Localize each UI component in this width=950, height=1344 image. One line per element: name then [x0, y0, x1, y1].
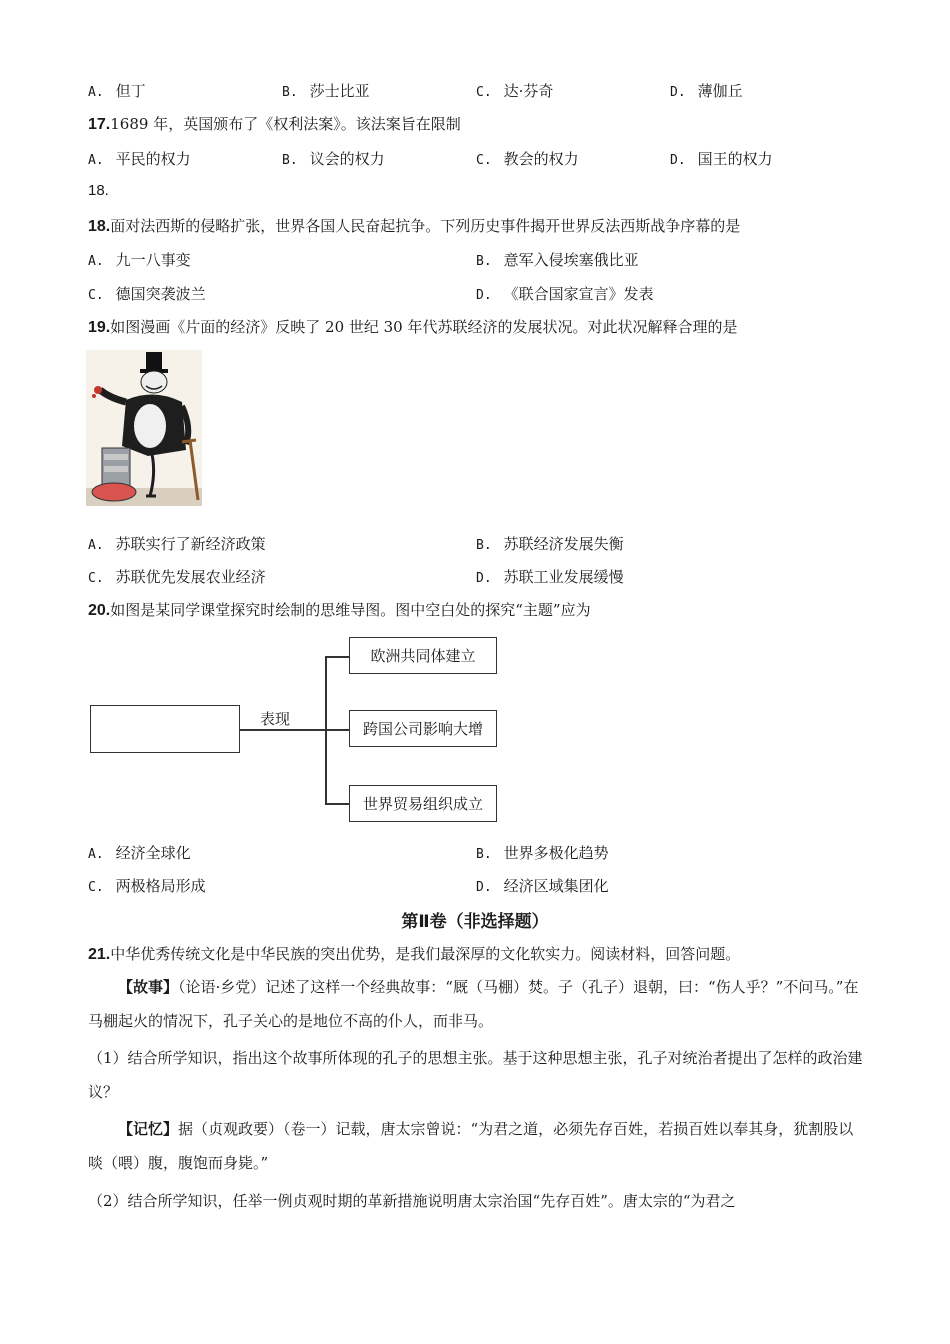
q18-option-b[interactable]: B. 意军入侵埃塞俄比亚	[476, 251, 639, 269]
q21-subquestion-1: （1）结合所学知识，指出这个故事所体现的孔子的思想主张。基于这种思想主张，孔子对统治者提出了怎样的政治建议？	[88, 1049, 863, 1101]
connector-branch-2	[325, 729, 349, 731]
theme-blank-box[interactable]	[90, 705, 240, 753]
q20-option-a[interactable]: A. 经济全球化	[88, 844, 191, 862]
q19-option-d[interactable]: D. 苏联工业发展缓慢	[476, 568, 624, 586]
cartoon-one-sided-economy-image	[86, 350, 202, 506]
branch-box-3: 世界贸易组织成立	[349, 785, 497, 822]
branch-box-1: 欧洲共同体建立	[349, 637, 497, 674]
q17-stem: 17.1689 年，英国颁布了《权利法案》。该法案旨在限制	[88, 115, 461, 133]
connector-horizontal	[240, 729, 326, 731]
q16-option-a[interactable]: A. 但丁	[88, 82, 146, 100]
connector-label: 表现	[260, 710, 291, 728]
q20-option-d[interactable]: D. 经济区域集团化	[476, 877, 609, 895]
connector-branch-1	[325, 656, 349, 658]
q19-option-b[interactable]: B. 苏联经济发展失衡	[476, 535, 624, 553]
q17-option-c[interactable]: C. 教会的权力	[476, 150, 579, 168]
connector-branch-3	[325, 803, 349, 805]
q19-option-c[interactable]: C. 苏联优先发展农业经济	[88, 568, 266, 586]
q16-option-b[interactable]: B. 莎士比亚	[282, 82, 370, 100]
q18-option-d[interactable]: D. 《联合国家宣言》发表	[476, 285, 654, 303]
q18-stem: 18.面对法西斯的侵略扩张，世界各国人民奋起抗争。下列历史事件揭开世界反法西斯战争序幕的是	[88, 217, 741, 235]
q17-option-a[interactable]: A. 平民的权力	[88, 150, 191, 168]
q19-stem: 19.如图漫画《片面的经济》反映了 20 世纪 30 年代苏联经济的发展状况。对此状况解释合理的是	[88, 318, 738, 336]
q20-stem: 20.如图是某同学课堂探究时绘制的思维导图。图中空白处的探究“主题”应为	[88, 601, 591, 619]
q21-story-paragraph: 【故事】（论语·乡党）记述了这样一个经典故事：“厩（马棚）焚。子（孔子）退朝，曰：“伤人乎？”不问马。”在马棚起火的情况下，孔子关心的是地位不高的仆人，而非马。	[88, 978, 859, 1030]
q21-memory-paragraph: 【记忆】据（贞观政要）（卷一）记载，唐太宗曾说：“为君之道，必须先存百姓，若损百姓以奉其身，犹割股以啖（喂）腹，腹饱而身毙。”	[88, 1120, 854, 1172]
q17-option-d[interactable]: D. 国王的权力	[670, 150, 773, 168]
q16-option-c[interactable]: C. 达·芬奇	[476, 82, 554, 100]
branch-box-2: 跨国公司影响大增	[349, 710, 497, 747]
q19-option-a[interactable]: A. 苏联实行了新经济政策	[88, 535, 266, 553]
q20-option-b[interactable]: B. 世界多极化趋势	[476, 844, 609, 862]
stray-question-number: 18.	[88, 182, 109, 199]
q18-option-c[interactable]: C. 德国突袭波兰	[88, 285, 206, 303]
q21-subquestion-2: （2）结合所学知识，任举一例贞观时期的革新措施说明唐太宗治国“先存百姓”。唐太宗的“为君之	[88, 1192, 736, 1210]
q17-option-b[interactable]: B. 议会的权力	[282, 150, 385, 168]
q16-option-d[interactable]: D. 薄伽丘	[670, 82, 743, 100]
q21-stem: 21.中华优秀传统文化是中华民族的突出优势，是我们最深厚的文化软实力。阅读材料，回答问题。	[88, 945, 741, 963]
q18-option-a[interactable]: A. 九一八事变	[88, 251, 191, 269]
section-title: 第Ⅱ卷（非选择题）	[401, 912, 549, 932]
q20-option-c[interactable]: C. 两极格局形成	[88, 877, 206, 895]
